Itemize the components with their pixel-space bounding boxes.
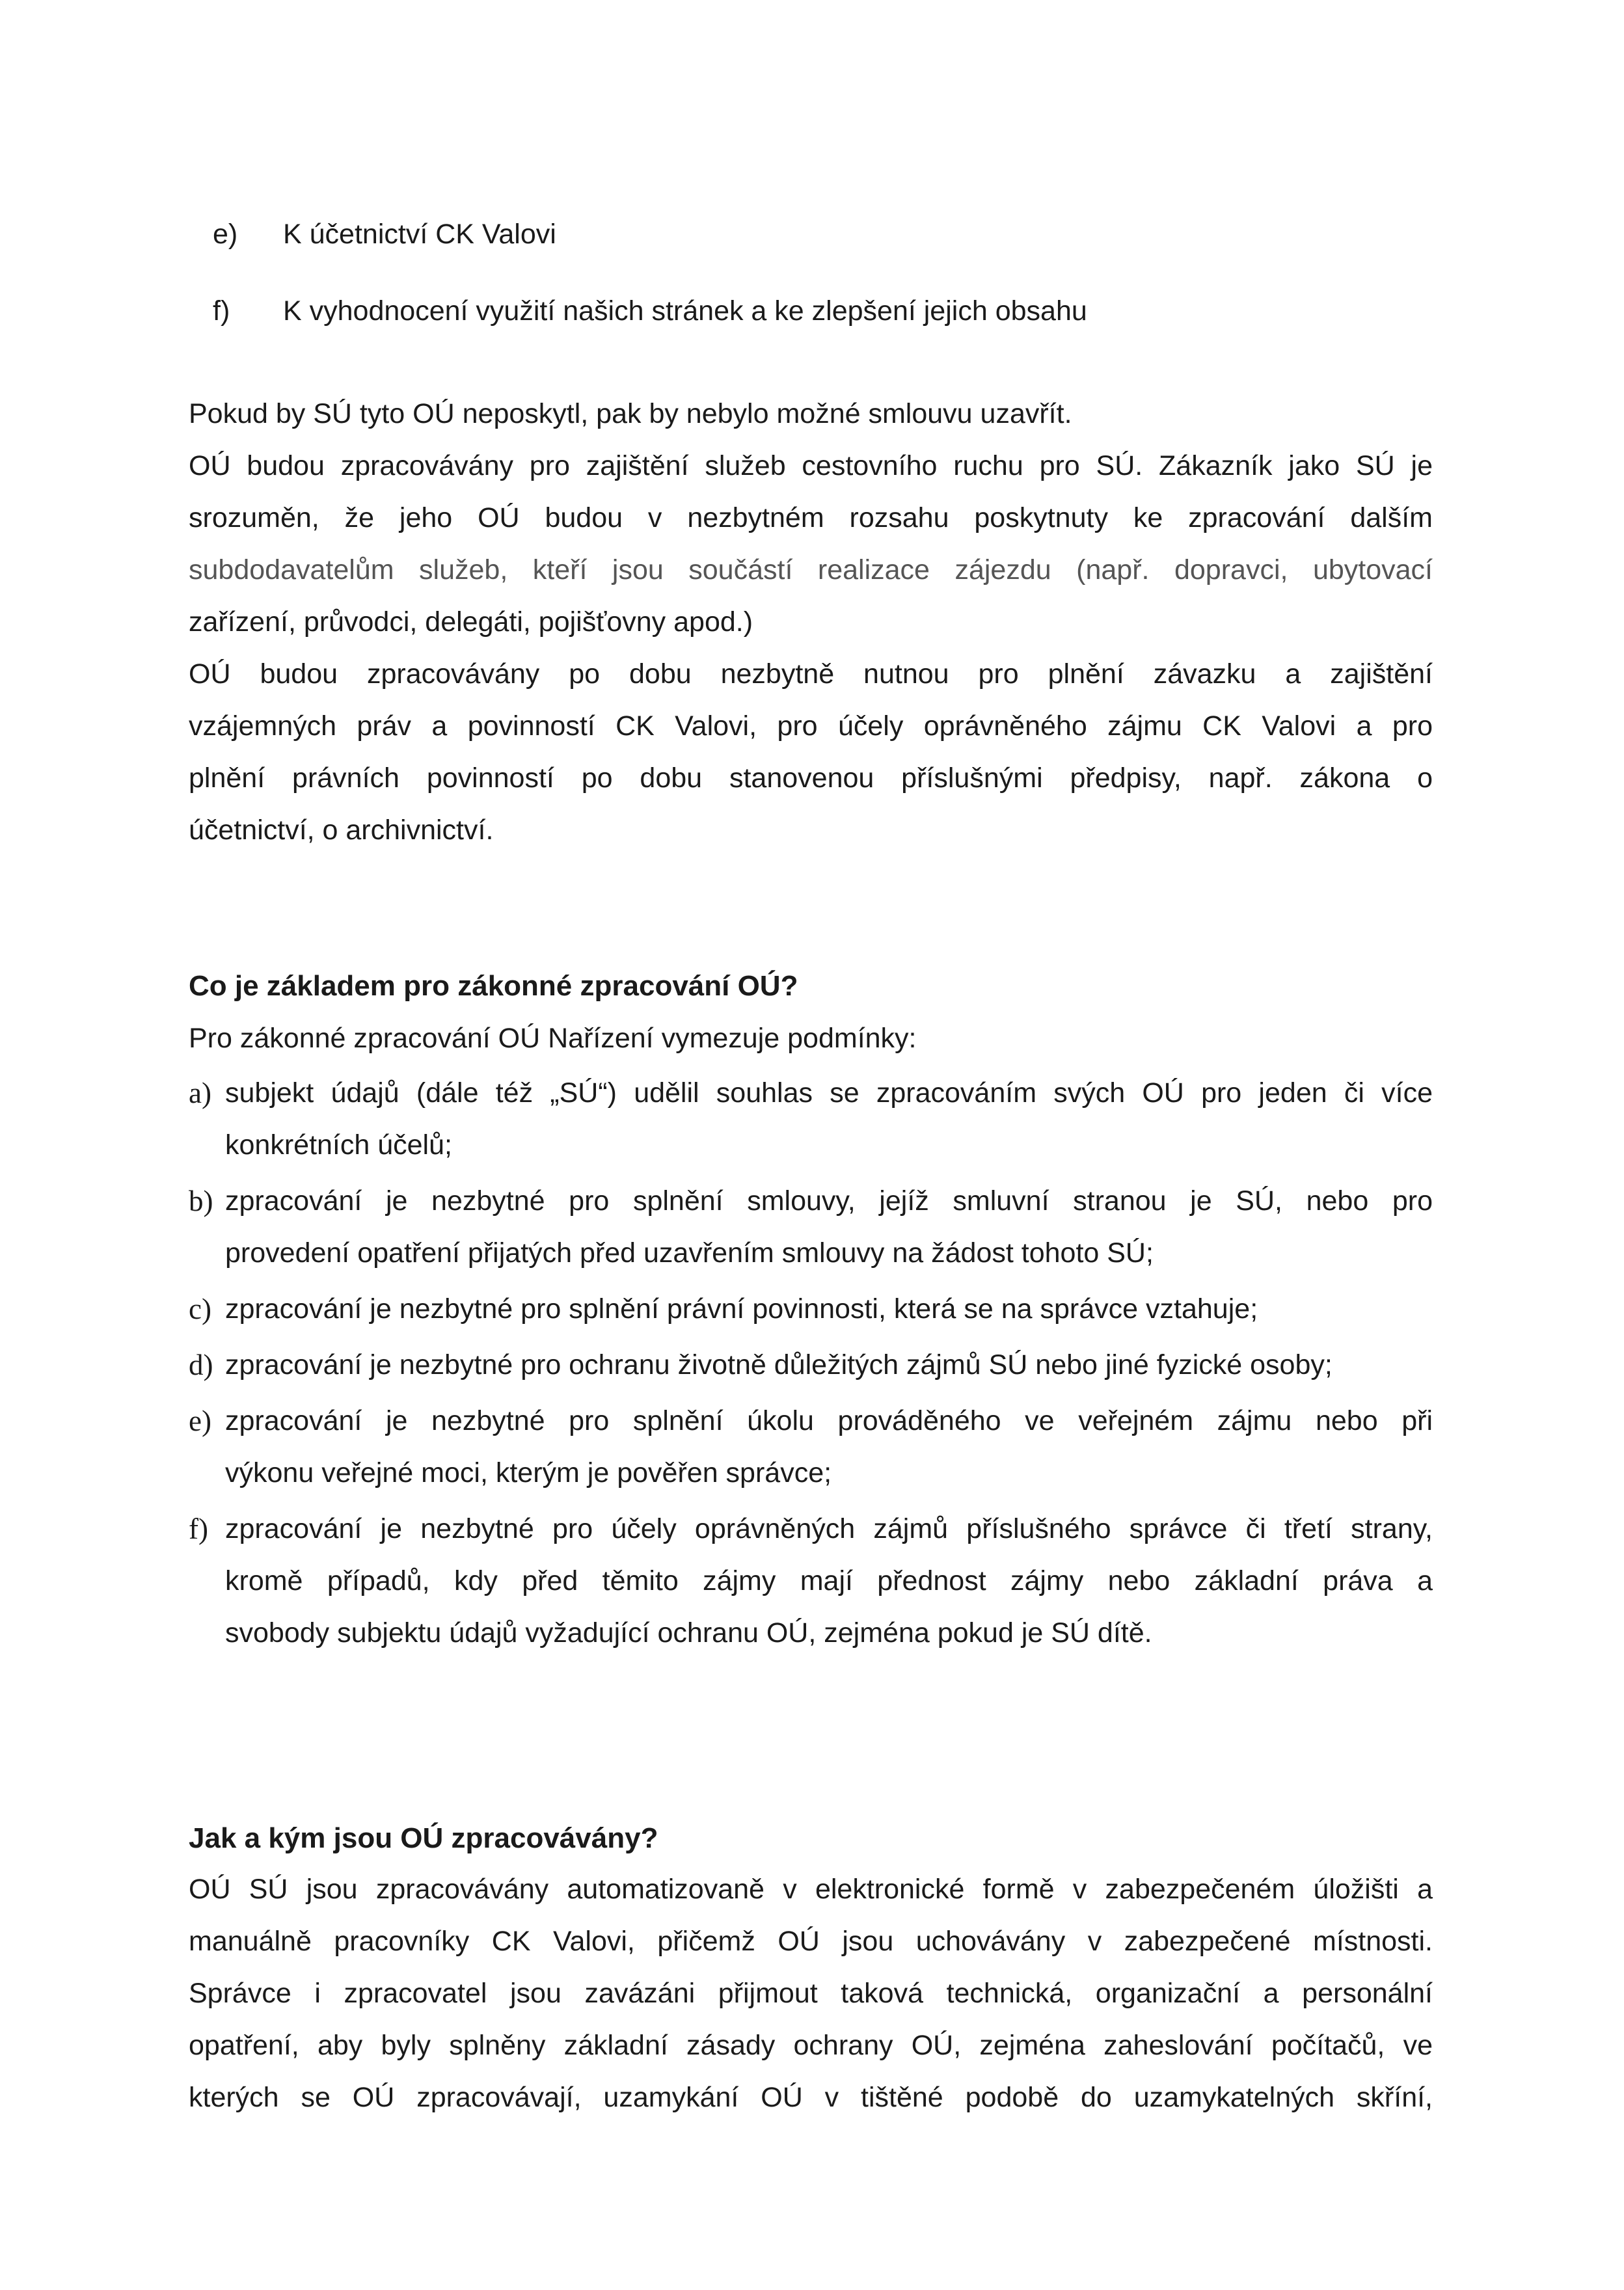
list-text: zpracování je nezbytné pro ochranu životně důležitých zájmů SÚ nebo jiné fyzické osoby;	[225, 1349, 1333, 1381]
list-marker: a)	[189, 1077, 211, 1109]
list-text: K vyhodnocení využití našich stránek a ke zlepšení jejich obsahu	[283, 295, 1087, 327]
list-marker: b)	[189, 1185, 213, 1217]
paragraph-line: Pokud by SÚ tyto OÚ neposkytl, pak by nebylo možné smlouvu uzavřít.	[189, 398, 1072, 429]
paragraph-line: subdodavatelům služeb, kteří jsou součástí realizace zájezdu (např. dopravci, ubytovací	[189, 554, 1433, 586]
list-text: kromě případů, kdy před těmito zájmy mají přednost zájmy nebo základní práva a	[225, 1565, 1433, 1596]
paragraph-line: plnění právních povinností po dobu stanovenou příslušnými předpisy, např. zákona o	[189, 762, 1433, 794]
section-heading-legal-basis: Co je základem pro zákonné zpracování OÚ?	[189, 970, 798, 1002]
list-text: zpracování je nezbytné pro splnění smlouvy, jejíž smluvní stranou je SÚ, nebo pro	[225, 1185, 1433, 1217]
legal-basis-item-f	[189, 1503, 1433, 1659]
list-text: konkrétních účelů;	[225, 1129, 452, 1161]
section-intro	[189, 1012, 1433, 1064]
list-text: K účetnictví CK Valovi	[283, 219, 556, 250]
paragraph-line: zařízení, průvodci, delegáti, pojišťovny apod.)	[189, 606, 753, 638]
paragraph-line: vzájemných práv a povinností CK Valovi, pro účely oprávněného zájmu CK Valovi a pro	[189, 710, 1433, 742]
list-marker: e)	[189, 1405, 211, 1437]
list-marker: f)	[213, 295, 230, 327]
legal-basis-item-e	[189, 1395, 1433, 1499]
list-marker: f)	[189, 1513, 208, 1545]
paragraph-line: účetnictví, o archivnictví.	[189, 815, 494, 846]
paragraph-processing-purpose	[189, 388, 1433, 856]
paragraph-line: opatření, aby byly splněny základní zásady ochrany OÚ, zejména zaheslování počítačů, ve	[189, 2030, 1433, 2061]
paragraph-line: manuálně pracovníky CK Valovi, přičemž OÚ jsou uchovávány v zabezpečené místnosti.	[189, 1926, 1433, 1957]
intro-line: Pro zákonné zpracování OÚ Nařízení vymezuje podmínky:	[189, 1023, 917, 1054]
legal-basis-item-c	[189, 1283, 1433, 1335]
paragraph-line: kterých se OÚ zpracovávají, uzamykání OÚ v tištěné podobě do uzamykatelných skříní,	[189, 2082, 1433, 2113]
list-text: provedení opatření přijatých před uzavřením smlouvy na žádost tohoto SÚ;	[225, 1237, 1154, 1269]
list-text: subjekt údajů (dále též „SÚ“) udělil souhlas se zpracováním svých OÚ pro jeden či více	[225, 1077, 1433, 1109]
paragraph-line: OÚ SÚ jsou zpracovávány automatizovaně v elektronické formě v zabezpečeném úložišti a	[189, 1874, 1433, 1905]
legal-basis-item-b	[189, 1175, 1433, 1279]
legal-basis-list	[189, 1067, 1433, 1659]
legal-basis-item-d	[189, 1339, 1433, 1391]
list-text: zpracování je nezbytné pro splnění právní povinnosti, která se na správce vztahuje;	[225, 1293, 1258, 1325]
paragraph-processing-method	[189, 1863, 1433, 2123]
legal-basis-item-a	[189, 1067, 1433, 1171]
list-marker: d)	[189, 1349, 213, 1381]
paragraph-line: Správce i zpracovatel jsou zavázáni přijmout taková technická, organizační a personální	[189, 1978, 1433, 2009]
list-text: výkonu veřejné moci, kterým je pověřen správce;	[225, 1457, 832, 1488]
paragraph-line: srozuměn, že jeho OÚ budou v nezbytném rozsahu poskytnuty ke zpracování dalším	[189, 502, 1433, 533]
list-marker: e)	[213, 219, 238, 250]
section-heading-processing-method: Jak a kým jsou OÚ zpracovávány?	[189, 1822, 658, 1854]
list-text: svobody subjektu údajů vyžadující ochranu OÚ, zejména pokud je SÚ dítě.	[225, 1617, 1152, 1649]
list-marker: c)	[189, 1293, 211, 1325]
list-text: zpracování je nezbytné pro účely oprávněných zájmů příslušného správce či třetí strany,	[225, 1513, 1433, 1544]
list-text: zpracování je nezbytné pro splnění úkolu prováděného ve veřejném zájmu nebo při	[225, 1405, 1433, 1436]
paragraph-line: OÚ budou zpracovávány po dobu nezbytně nutnou pro plnění závazku a zajištění	[189, 658, 1433, 690]
paragraph-line: OÚ budou zpracovávány pro zajištění služeb cestovního ruchu pro SÚ. Zákazník jako SÚ je	[189, 450, 1433, 481]
